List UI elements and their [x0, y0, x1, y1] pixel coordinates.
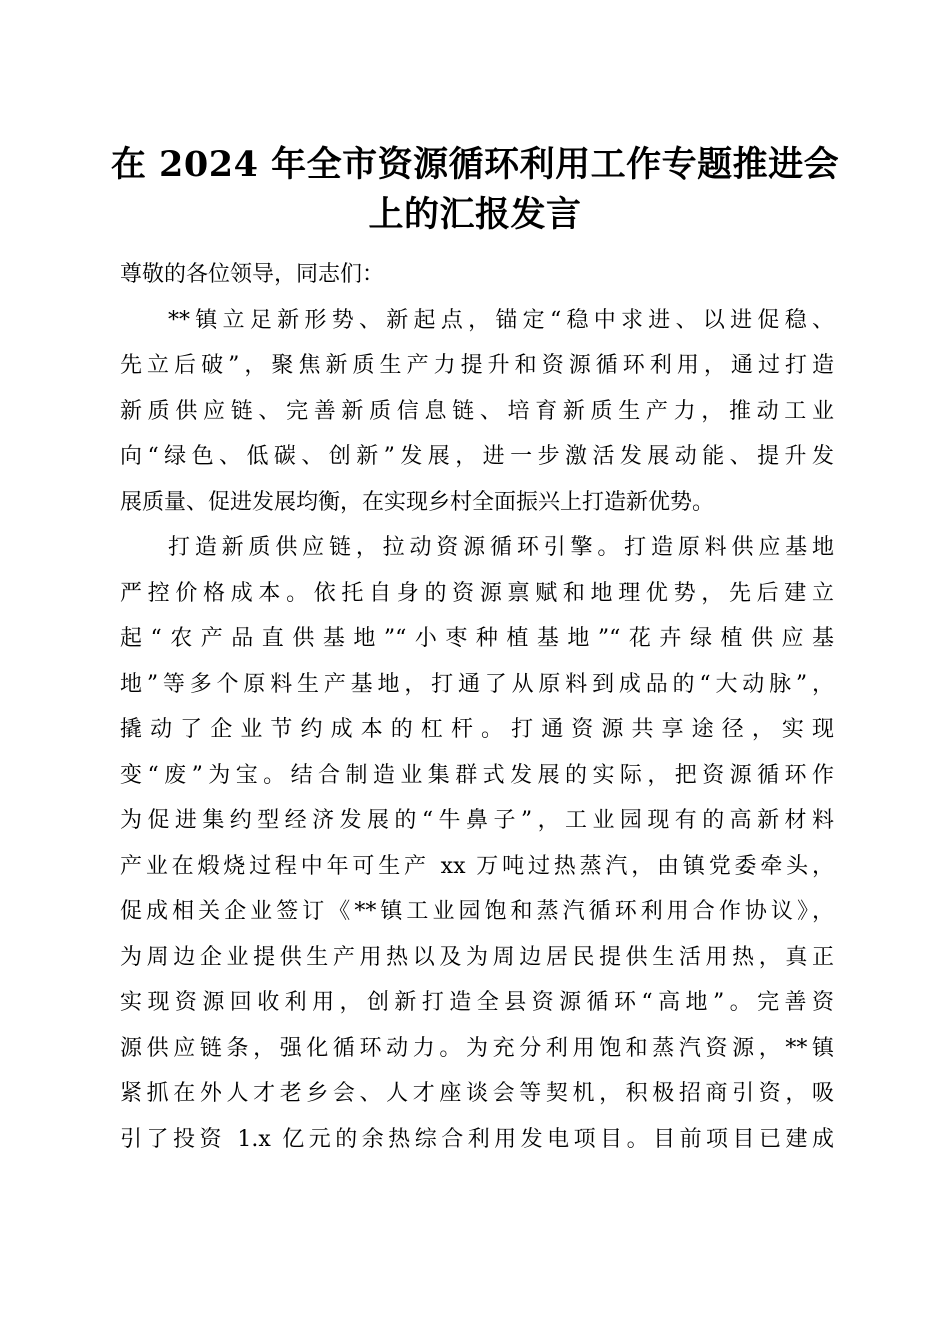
title-line-1: 在 2024 年全市资源循环利用工作专题推进会 — [110, 144, 840, 185]
paragraph-2-line: 促成相关企业签订《**镇工业园饱和蒸汽循环利用合作协议》， — [120, 899, 834, 924]
paragraph-2-line: 引了投资 1.x 亿元的余热综合利用发电项目。目前项目已建成 — [120, 1126, 834, 1152]
document-body — [120, 252, 834, 1162]
paragraph-1-line: **镇立足新形势、新起点，锚定“稳中求进、以进促稳、 — [168, 307, 834, 333]
paragraph-2-line: 严控价格成本。依托自身的资源禀赋和地理优势，先后建立 — [120, 580, 834, 606]
paragraph-1-line: 向“绿色、低碳、创新”发展，进一步激活发展动能、提升发 — [120, 444, 834, 469]
paragraph-1-line: 新质供应链、完善新质信息链、培育新质生产力，推动工业 — [120, 398, 834, 424]
paragraph-2-line: 源供应链条，强化循环动力。为充分利用饱和蒸汽资源，**镇 — [120, 1035, 834, 1061]
paragraph-2-line: 产业在煅烧过程中年可生产 xx 万吨过热蒸汽，由镇党委牵头， — [120, 853, 834, 879]
paragraph-2-line: 地”等多个原料生产基地，打通了从原料到成品的“大动脉”， — [120, 671, 834, 697]
paragraph-2-line: 打造新质供应链，拉动资源循环引擎。打造原料供应基地 — [168, 535, 834, 560]
paragraph-1-line: 展质量、促进发展均衡，在实现乡村全面振兴上打造新优势。 — [120, 489, 715, 515]
paragraph-1 — [120, 298, 834, 526]
paragraph-2-line: 为促进集约型经济发展的“牛鼻子”，工业园现有的高新材料 — [120, 808, 834, 833]
paragraph-2-line: 为周边企业提供生产用热以及为周边居民提供生活用热，真正 — [120, 944, 834, 970]
salutation: 尊敬的各位领导，同志们： — [120, 262, 385, 287]
title-line-2: 上的汇报发言 — [368, 194, 582, 235]
paragraph-2-line: 紧抓在外人才老乡会、人才座谈会等契机，积极招商引资，吸 — [120, 1081, 834, 1106]
paragraph-2 — [120, 525, 834, 1162]
paragraph-2-line: 变“废”为宝。结合制造业集群式发展的实际，把资源循环作 — [120, 762, 834, 788]
paragraph-2-line: 实现资源回收利用，创新打造全县资源循环“高地”。完善资 — [120, 990, 834, 1015]
paragraph-1-line: 先立后破”，聚焦新质生产力提升和资源循环利用，通过打造 — [120, 353, 834, 378]
document-title — [100, 140, 850, 240]
paragraph-2-line: 撬动了企业节约成本的杠杆。打通资源共享途径，实现 — [120, 717, 834, 742]
paragraph-2-line: 起“农产品直供基地”“小枣种植基地”“花卉绿植供应基 — [120, 626, 834, 651]
